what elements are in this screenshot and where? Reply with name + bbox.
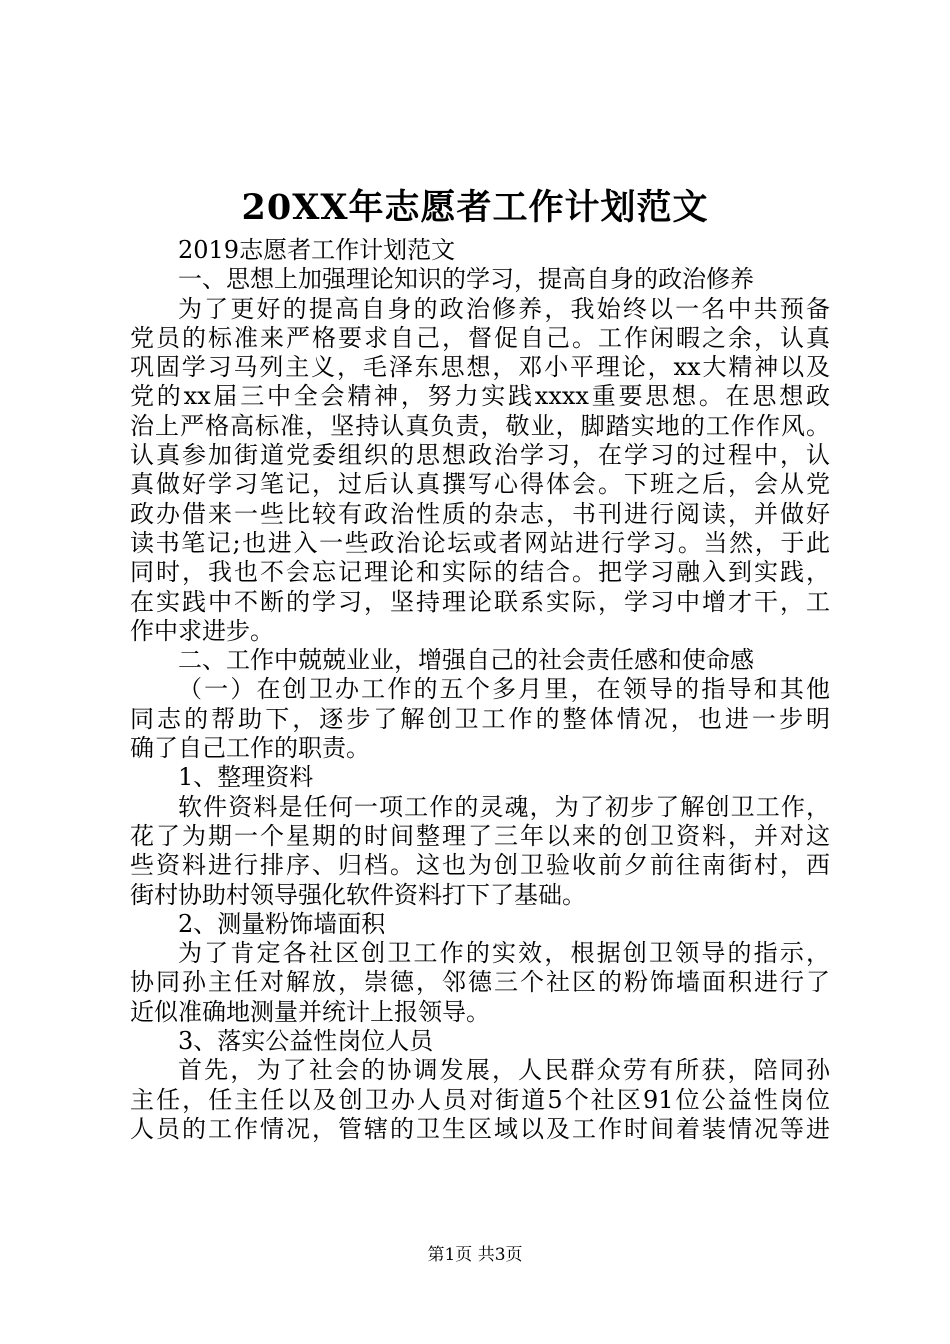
subsection-heading-1: 1、整理资料 [178,763,314,792]
paragraph-line: 为了肯定各社区创卫工作的实效，根据创卫领导的指示， [178,939,830,968]
paragraph-line: 确了自己工作的职责。 [130,734,370,763]
section-heading-1: 一、思想上加强理论知识的学习，提高自身的政治修养 [178,265,754,294]
document-body [130,236,830,1144]
paragraph-line: 协同孙主任对解放，崇德，邻德三个社区的粉饰墙面积进行了 [130,968,830,997]
paragraph-line: 作中求进步。 [130,616,274,645]
paragraph-line: 同志的帮助下，逐步了解创卫工作的整体情况，也进一步明 [130,704,830,733]
paragraph-line: 读书笔记;也进入一些政治论坛或者网站进行学习。当然，于此 [130,528,830,557]
section-heading-2: 二、工作中兢兢业业，增强自己的社会责任感和使命感 [178,646,754,675]
paragraph-line: （一）在创卫办工作的五个多月里，在领导的指导和其他 [178,675,830,704]
paragraph-line: 同时，我也不会忘记理论和实际的结合。把学习融入到实践， [130,558,830,587]
subsection-heading-3: 3、落实公益性岗位人员 [178,1027,434,1056]
paragraph-line: 治上严格高标准，坚持认真负责，敬业，脚踏实地的工作作风。 [130,411,830,440]
subtitle-line: 2019志愿者工作计划范文 [178,236,456,264]
page-number-footer: 第1页 共3页 [427,1245,523,1265]
paragraph-line: 真做好学习笔记，过后认真撰写心得体会。下班之后，会从党 [130,470,830,499]
paragraph-line: 主任，任主任以及创卫办人员对街道5个社区91位公益性岗位 [130,1085,830,1114]
paragraph-line: 些资料进行排序、归档。这也为创卫验收前夕前往南街村，西 [130,851,830,880]
paragraph-line: 软件资料是任何一项工作的灵魂，为了初步了解创卫工作， [178,792,830,821]
paragraph-line: 政办借来一些比较有政治性质的杂志，书刊进行阅读，并做好 [130,499,830,528]
paragraph-line: 为了更好的提高自身的政治修养，我始终以一名中共预备 [178,294,830,323]
paragraph-line: 首先，为了社会的协调发展，人民群众劳有所获，陪同孙 [178,1056,830,1085]
paragraph-line: 党员的标准来严格要求自己，督促自己。工作闲暇之余，认真 [130,323,830,352]
document-title: 20XX年志愿者工作计划范文 [241,187,709,228]
paragraph-line: 在实践中不断的学习，坚持理论联系实际，学习中增才干，工 [130,587,830,616]
paragraph-line: 街村协助村领导强化软件资料打下了基础。 [130,880,586,909]
paragraph-line: 花了为期一个星期的时间整理了三年以来的创卫资料，并对这 [130,821,830,850]
paragraph-line: 近似准确地测量并统计上报领导。 [130,997,490,1026]
subsection-heading-2: 2、测量粉饰墙面积 [178,909,386,938]
paragraph-line: 巩固学习马列主义，毛泽东思想，邓小平理论，xx大精神以及 [130,353,830,382]
paragraph-line: 人员的工作情况，管辖的卫生区域以及工作时间着装情况等进 [130,1114,830,1143]
paragraph-line: 认真参加街道党委组织的思想政治学习，在学习的过程中，认 [130,441,830,470]
paragraph-line: 党的xx届三中全会精神，努力实践xxxx重要思想。在思想政 [130,382,830,411]
